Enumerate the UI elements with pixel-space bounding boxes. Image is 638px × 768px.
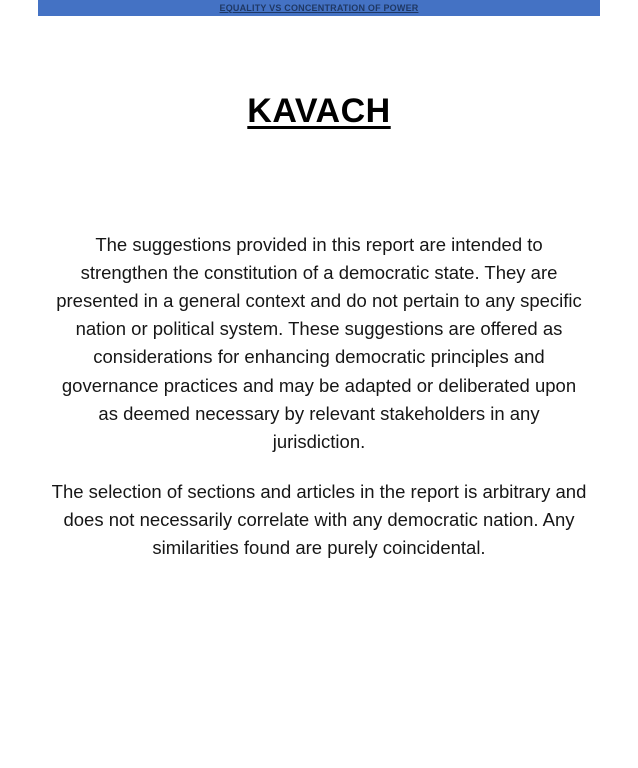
disclaimer-paragraph-2: The selection of sections and articles in the report is arbitrary and does not necessarily correlate with any democratic nation. Any similarities found are purely coincidental. (51, 480, 587, 559)
running-header-band (38, 0, 600, 16)
running-header-text: EQUALITY VS CONCENTRATION OF POWER (219, 3, 419, 13)
disclaimer-paragraph-1: The suggestions provided in this report are intended to strengthen the constitution of a democratic state. They are presented in a general context and do not pertain to any specific nation or political system. These suggestions are offered as considerations for enhancing democratic principles and governance practices and may be adapted or deliberated upon as deemed necessary by relevant stakeholders in any jurisdiction. (56, 234, 582, 452)
disclaimer-block (38, 231, 600, 562)
page-title: KAVACH (247, 92, 391, 130)
page-content (38, 16, 600, 768)
